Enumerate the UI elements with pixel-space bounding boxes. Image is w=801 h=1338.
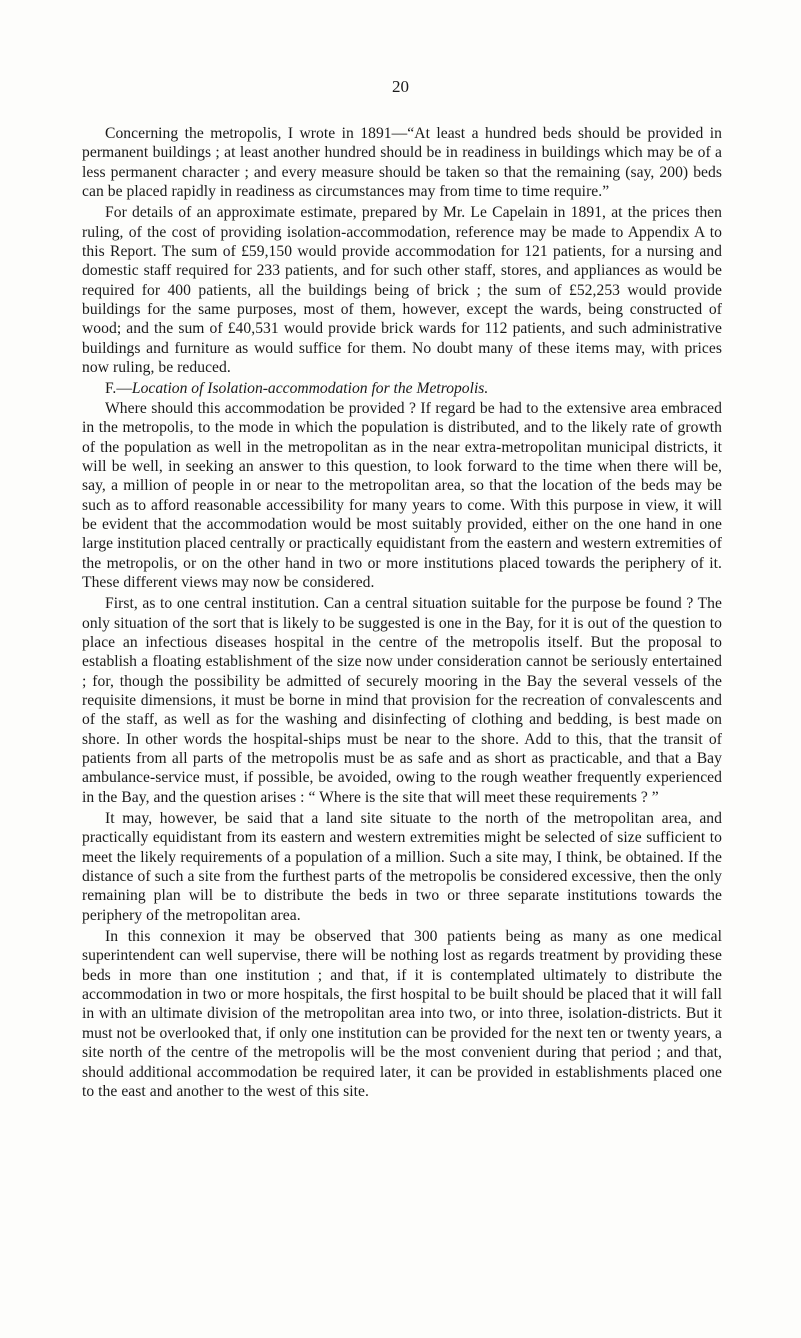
section-title: Location of Isolation-accommodation for the Metropolis.: [131, 380, 489, 398]
paragraph-cost-estimate: For details of an approximate estimate, prepared by Mr. Le Capelain in 1891, at the prices then ruling, of the cost of providing isolation-accommodation, reference may be made to Appendix A to this Report. The sum of £59,150 would provide accommodation for 121 patients, for a nursing and domestic staff required for 233 patients, and for such other staff, stores, and appliances as would be required for 400 patients, all the buildings being of brick ; the sum of £52,253 would provide buildings for the same purposes, most of them, however, except the wards, being constructed of wood; and the sum of £40,531 would provide brick wards for 112 patients, and such administrative buildings and furniture as would suffice for them. No doubt many of these items may, with prices now ruling, be reduced.: [82, 204, 722, 377]
section-letter: F.—: [105, 380, 132, 398]
section-heading: [82, 379, 722, 398]
paragraph-central-institution: First, as to one central institution. Can a central situation suitable for the purpose be found ? The only situation of the sort that is likely to be suggested is one in the Bay, for it is out of the question to place an infectious diseases hospital in the centre of the metropolis itself. But the proposal to establish a floating establishment of the size now under consideration cannot be seriously entertained ; for, though the possibility be admitted of securely mooring in the Bay the several vessels of the requisite dimensions, it must be borne in mind that provision for the recreation of convalescents and of the staff, as well as for the washing and disinfecting of clothing and bedding, is best made on shore. In other words the hospital-ships must be near to the shore. Add to this, that the transit of patients from all parts of the metropolis must be as safe and as short as practicable, and that a Bay ambulance-service must, if possible, be avoided, owing to the rough weather frequently experienced in the Bay, and the question arises : “ Where is the site that will meet these requirements ? ”: [82, 595, 722, 806]
paragraph-where-provided: Where should this accommodation be provided ? If regard be had to the extensive area embraced in the metropolis, to the mode in which the population is distributed, and to the likely rate of growth of the population as well in the metropolitan as in the near extra-metropolitan municipal districts, it will be well, in seeking an answer to this question, to look forward to the time when there will be, say, a million of people in or near to the metropolitan area, so that the location of the beds may be such as to afford reasonable accessibility for many years to come. With this purpose in view, it will be evident that the accommodation would be most suitably provided, either on the one hand in one large institution placed centrally or practically equidistant from the eastern and western extremities of the metropolis, or on the other hand in two or more institutions placed towards the periphery of it. These different views may now be considered.: [82, 399, 722, 591]
page-number: 20: [392, 77, 409, 96]
body-text: [82, 124, 722, 1101]
paragraph-metropolis-beds: Concerning the metropolis, I wrote in 1891—“At least a hundred beds should be provided in permanent buildings ; at least another hundred should be in readiness in buildings which may be of a less permanent character ; and every measure should be taken so that the remaining (say, 200) beds can be placed rapidly in readiness as circumstances may from time to time require.”: [82, 125, 722, 201]
paragraph-connexion: In this connexion it may be observed that 300 patients being as many as one medical superintendent can well supervise, there will be nothing lost as regards treatment by providing these beds in more than one institution ; and that, if it is contemplated ultimately to distribute the accommodation in two or more hospitals, the first hospital to be built should be placed that it will fall in with an ultimate division of the metropolitan area into two, or into three, isolation-districts. But it must not be overlooked that, if only one institution can be provided for the next ten or twenty years, a site north of the centre of the metropolis will be the most convenient during that period ; and that, should additional accommodation be required later, it can be provided in establishments placed one to the east and another to the west of this site.: [82, 928, 722, 1100]
paragraph-land-site: It may, however, be said that a land site situate to the north of the metropolitan area, and practically equidistant from its eastern and western extremities might be selected of size sufficient to meet the likely requirements of a population of a million. Such a site may, I think, be obtained. If the distance of such a site from the furthest parts of the metropolis be considered excessive, then the only remaining plan will be to distribute the beds in two or three separate institutions towards the periphery of the metropolitan area.: [82, 810, 722, 924]
